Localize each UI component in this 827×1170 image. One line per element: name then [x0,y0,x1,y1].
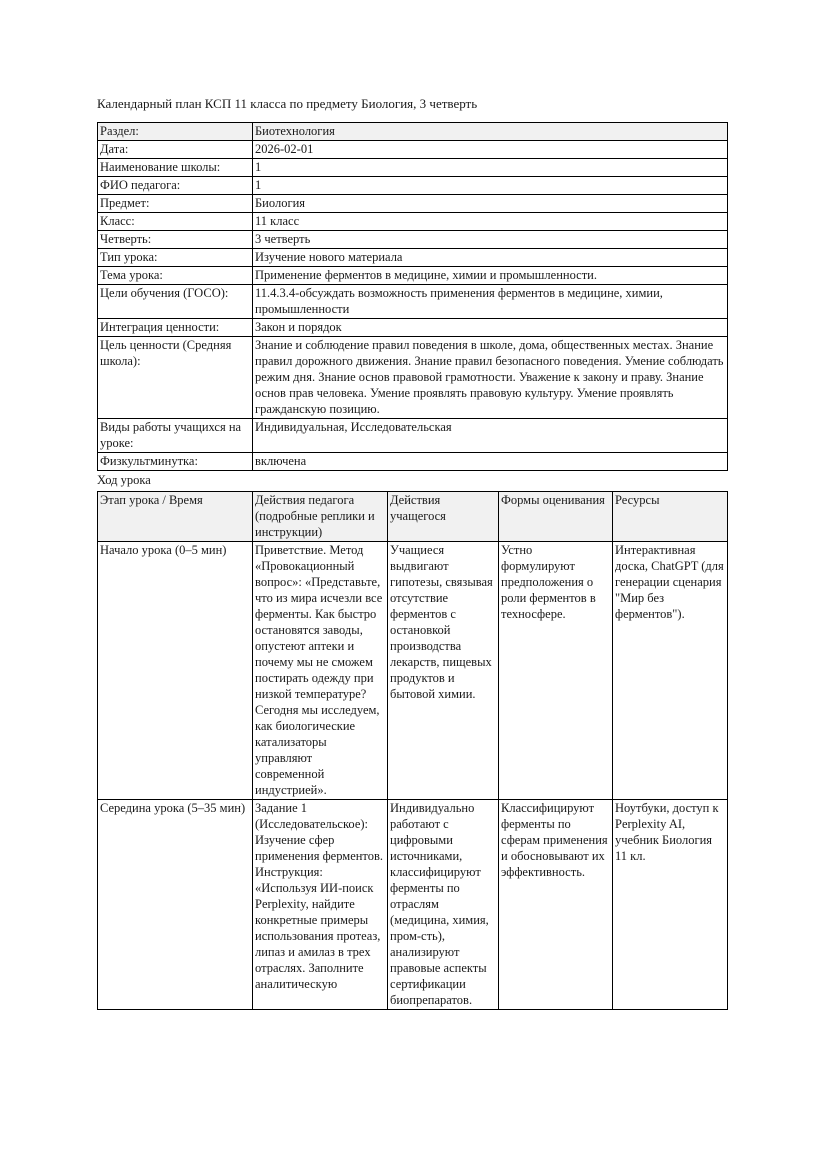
table-row [98,319,728,337]
table-row [98,542,728,800]
table-row [98,141,728,159]
info-row-value: Знание и соблюдение правил поведения в школе, дома, общественных местах. Знание правил дорожного движения. Знание правил безопасного поведения. Умение соблюдать режим дня. Знание основ правовой грамотности. Уважение к закону и праву. Знание основ прав человека. Умение проявлять правовую культуру. Умение проявлять гражданскую позицию. [253,337,728,419]
teacher-actions-cell: Задание 1 (Исследовательское): Изучение сфер применения ферментов. Инструкция: «Используя ИИ-поиск Perplexity, найдите конкретные примеры использования протеаз, липаз и амилаз в трех отраслях. Заполните аналитическую [253,800,388,1010]
info-row-label: Интеграция ценности: [98,319,253,337]
resources-cell: Ноутбуки, доступ к Perplexity AI, учебник Биология 11 кл. [613,800,728,1010]
info-row-value: Изучение нового материала [253,249,728,267]
info-row-value: Применение ферментов в медицине, химии и промышленности. [253,267,728,285]
column-header-teacher-actions: Действия педагога (подробные реплики и инструкции) [253,492,388,542]
assessment-cell: Устно формулируют предположения о роли ферментов в техносфере. [499,542,613,800]
table-row [98,123,728,141]
table-row [98,800,728,1010]
column-header-assessment: Формы оценивания [499,492,613,542]
lesson-flow-table [97,491,728,1010]
info-row-value: 11.4.3.4-обсуждать возможность применения ферментов в медицине, химии, промышленности [253,285,728,319]
lesson-info-table [97,122,728,471]
info-row-label: Дата: [98,141,253,159]
info-row-value: Индивидуальная, Исследовательская [253,419,728,453]
table-row [98,285,728,319]
column-header-resources: Ресурсы [613,492,728,542]
info-row-label: Цель ценности (Средняя школа): [98,337,253,419]
info-row-value: 2026-02-01 [253,141,728,159]
info-row-value: Закон и порядок [253,319,728,337]
stage-cell: Середина урока (5–35 мин) [98,800,253,1010]
column-header-student-actions: Действия учащегося [388,492,499,542]
table-row [98,213,728,231]
table-header-row [98,492,728,542]
info-row-value: 1 [253,177,728,195]
info-row-label: Физкультминутка: [98,453,253,471]
info-row-label: Цели обучения (ГОСО): [98,285,253,319]
info-row-label: Тип урока: [98,249,253,267]
info-row-label: Класс: [98,213,253,231]
column-header-stage: Этап урока / Время [98,492,253,542]
assessment-cell: Классифицируют ферменты по сферам применения и обосновывают их эффективность. [499,800,613,1010]
table-row [98,159,728,177]
stage-cell: Начало урока (0–5 мин) [98,542,253,800]
info-row-value: включена [253,453,728,471]
table-row [98,419,728,453]
info-row-value: Биология [253,195,728,213]
resources-cell: Интерактивная доска, ChatGPT (для генерации сценария "Мир без ферментов"). [613,542,728,800]
info-row-value: Биотехнология [253,123,728,141]
info-row-label: Наименование школы: [98,159,253,177]
document-page [97,96,727,1010]
table-row [98,177,728,195]
info-row-label: Четверть: [98,231,253,249]
table-row [98,267,728,285]
student-actions-cell: Учащиеся выдвигают гипотезы, связывая отсутствие ферментов с остановкой производства лекарств, пищевых продуктов и бытовой химии. [388,542,499,800]
info-row-label: Раздел: [98,123,253,141]
info-row-label: ФИО педагога: [98,177,253,195]
table-row [98,195,728,213]
info-row-label: Виды работы учащихся на уроке: [98,419,253,453]
info-row-label: Тема урока: [98,267,253,285]
lesson-flow-heading: Ход урока [97,473,151,487]
table-row [98,337,728,419]
info-row-label: Предмет: [98,195,253,213]
page-title: Календарный план КСП 11 класса по предмету Биология, 3 четверть [97,96,478,111]
info-row-value: 11 класс [253,213,728,231]
table-row [98,231,728,249]
info-row-value: 3 четверть [253,231,728,249]
table-row [98,249,728,267]
info-row-value: 1 [253,159,728,177]
teacher-actions-cell: Приветствие. Метод «Провокационный вопрос»: «Представьте, что из мира исчезли все ферменты. Как быстро остановятся заводы, опустеют аптеки и почему мы не сможем постирать одежду при низкой температуре? Сегодня мы исследуем, как биологические катализаторы управляют современной индустрией». [253,542,388,800]
table-row [98,453,728,471]
student-actions-cell: Индивидуально работают с цифровыми источниками, классифицируют ферменты по отраслям (медицина, химия, пром-сть), анализируют правовые аспекты сертификации биопрепаратов. [388,800,499,1010]
